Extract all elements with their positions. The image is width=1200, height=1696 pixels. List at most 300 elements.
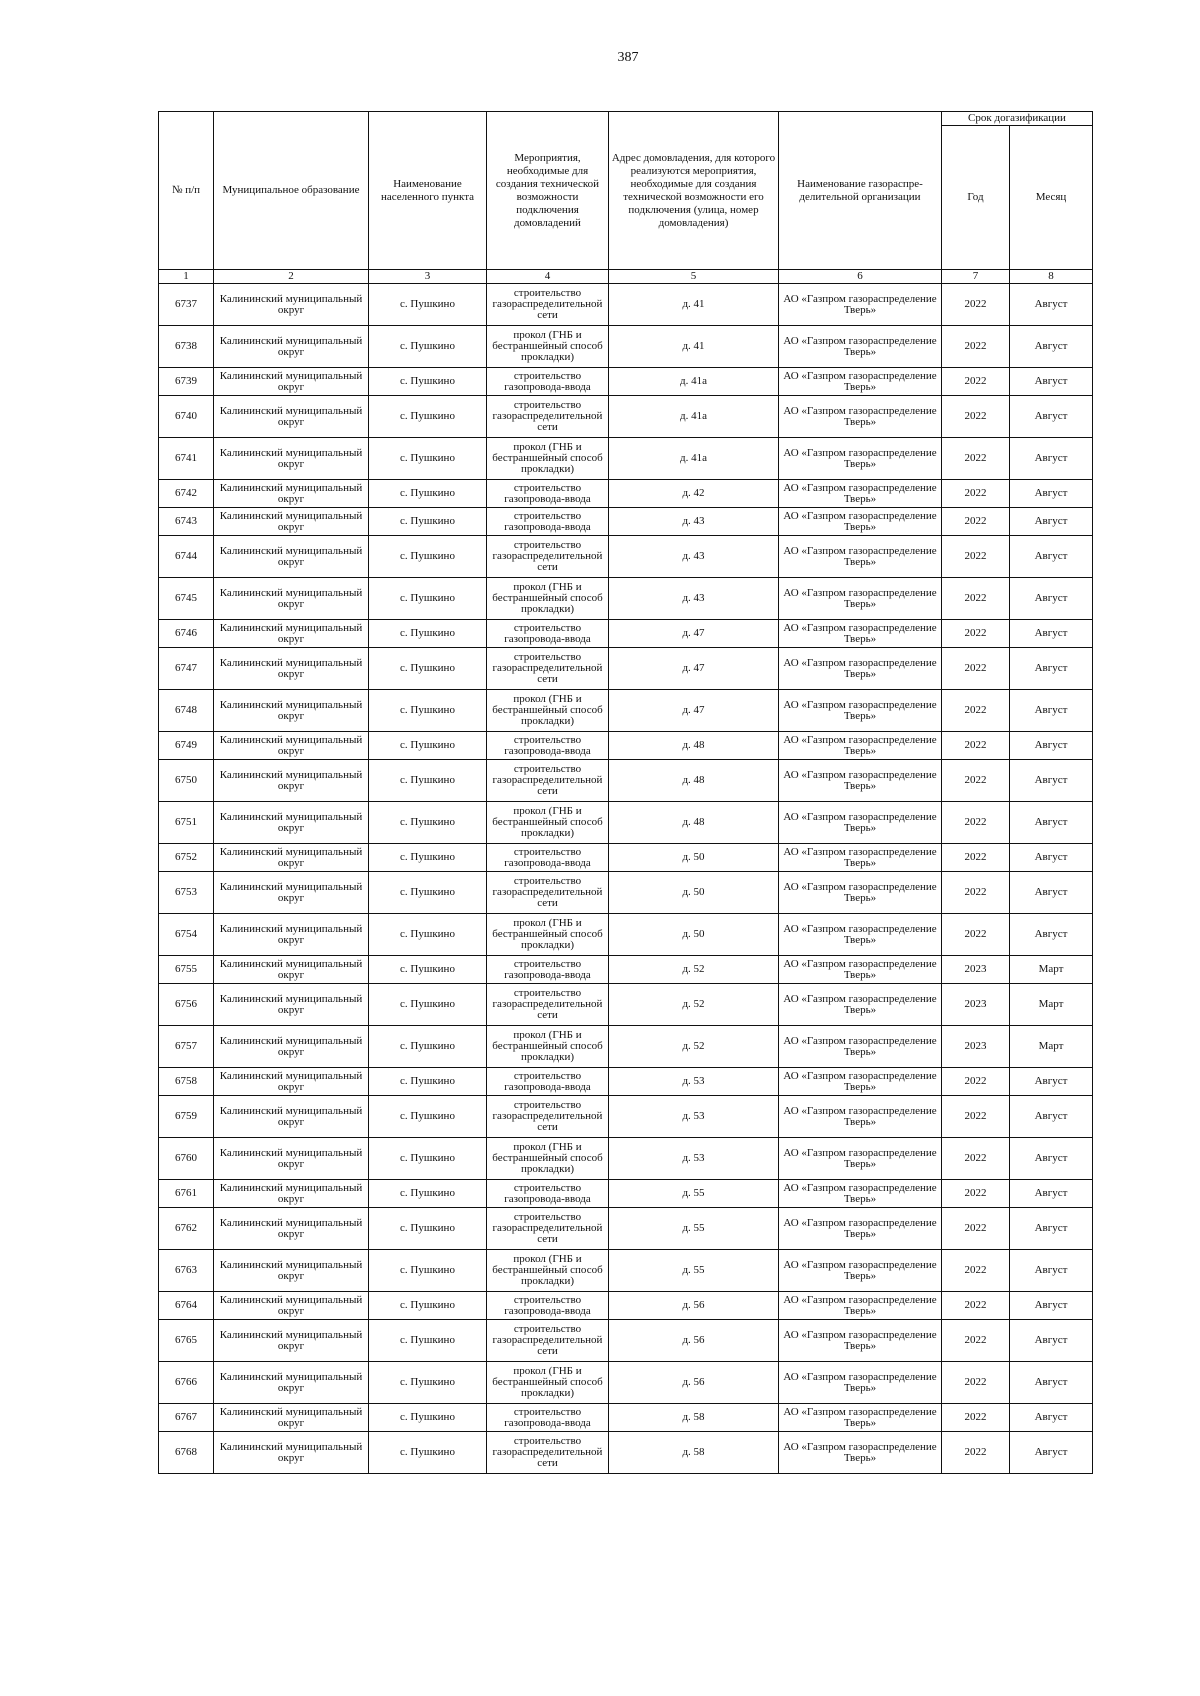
cell-year: 2022 (942, 508, 1010, 536)
cell-activity: строительство газораспределительной сети (487, 1432, 609, 1474)
cell-municipality: Калининский муниципальный округ (214, 648, 369, 690)
cell-number: 6766 (159, 1362, 214, 1404)
cell-year: 2022 (942, 1180, 1010, 1208)
cell-year: 2022 (942, 1292, 1010, 1320)
cell-municipality: Калининский муниципальный округ (214, 1096, 369, 1138)
cell-number: 6757 (159, 1026, 214, 1068)
cell-number: 6758 (159, 1068, 214, 1096)
cell-activity: прокол (ГНБ и бестраншейный способ прокладки) (487, 326, 609, 368)
cell-municipality: Калининский муниципальный округ (214, 1250, 369, 1292)
cell-address: д. 41а (609, 396, 779, 438)
cell-address: д. 48 (609, 732, 779, 760)
cell-year: 2022 (942, 1096, 1010, 1138)
cell-address: д. 58 (609, 1432, 779, 1474)
cell-month: Август (1010, 1432, 1093, 1474)
cell-activity: строительство газораспределительной сети (487, 648, 609, 690)
cell-number: 6746 (159, 620, 214, 648)
cell-municipality: Калининский муниципальный округ (214, 1068, 369, 1096)
cell-month: Август (1010, 760, 1093, 802)
cell-year: 2022 (942, 914, 1010, 956)
cell-address: д. 52 (609, 984, 779, 1026)
cell-year: 2022 (942, 480, 1010, 508)
cell-month: Август (1010, 732, 1093, 760)
table-row (159, 620, 1093, 648)
table-row (159, 1404, 1093, 1432)
cell-settlement: с. Пушкино (369, 1292, 487, 1320)
cell-address: д. 47 (609, 690, 779, 732)
column-number: 7 (942, 270, 1010, 284)
cell-number: 6765 (159, 1320, 214, 1362)
cell-month: Август (1010, 396, 1093, 438)
cell-number: 6740 (159, 396, 214, 438)
cell-settlement: с. Пушкино (369, 760, 487, 802)
cell-year: 2022 (942, 844, 1010, 872)
cell-settlement: с. Пушкино (369, 872, 487, 914)
cell-municipality: Калининский муниципальный округ (214, 802, 369, 844)
cell-year: 2022 (942, 1138, 1010, 1180)
cell-year: 2022 (942, 536, 1010, 578)
cell-organization: АО «Газпром газораспределение Тверь» (779, 1292, 942, 1320)
cell-address: д. 58 (609, 1404, 779, 1432)
cell-settlement: с. Пушкино (369, 844, 487, 872)
cell-activity: строительство газораспределительной сети (487, 872, 609, 914)
cell-address: д. 50 (609, 914, 779, 956)
cell-settlement: с. Пушкино (369, 326, 487, 368)
cell-organization: АО «Газпром газораспределение Тверь» (779, 984, 942, 1026)
cell-year: 2022 (942, 648, 1010, 690)
cell-organization: АО «Газпром газораспределение Тверь» (779, 480, 942, 508)
cell-municipality: Калининский муниципальный округ (214, 1292, 369, 1320)
cell-number: 6755 (159, 956, 214, 984)
table-row (159, 1096, 1093, 1138)
cell-activity: строительство газопровода-ввода (487, 844, 609, 872)
cell-month: Август (1010, 368, 1093, 396)
cell-year: 2022 (942, 396, 1010, 438)
cell-month: Август (1010, 620, 1093, 648)
header-municipality: Муниципальное образование (214, 112, 369, 270)
cell-address: д. 50 (609, 872, 779, 914)
cell-year: 2022 (942, 438, 1010, 480)
cell-address: д. 53 (609, 1096, 779, 1138)
column-number: 4 (487, 270, 609, 284)
cell-address: д. 43 (609, 508, 779, 536)
table-row (159, 438, 1093, 480)
table-row (159, 914, 1093, 956)
cell-activity: строительство газораспределительной сети (487, 984, 609, 1026)
cell-number: 6762 (159, 1208, 214, 1250)
cell-municipality: Калининский муниципальный округ (214, 984, 369, 1026)
table-row (159, 1362, 1093, 1404)
table-row (159, 732, 1093, 760)
cell-address: д. 55 (609, 1250, 779, 1292)
table-row (159, 802, 1093, 844)
cell-municipality: Калининский муниципальный округ (214, 1320, 369, 1362)
cell-organization: АО «Газпром газораспределение Тверь» (779, 1208, 942, 1250)
cell-organization: АО «Газпром газораспределение Тверь» (779, 1026, 942, 1068)
cell-municipality: Калининский муниципальный округ (214, 396, 369, 438)
column-number: 6 (779, 270, 942, 284)
table-row (159, 760, 1093, 802)
cell-settlement: с. Пушкино (369, 648, 487, 690)
cell-number: 6739 (159, 368, 214, 396)
cell-address: д. 55 (609, 1180, 779, 1208)
cell-number: 6742 (159, 480, 214, 508)
cell-year: 2022 (942, 1208, 1010, 1250)
cell-month: Март (1010, 984, 1093, 1026)
cell-activity: прокол (ГНБ и бестраншейный способ прокладки) (487, 914, 609, 956)
cell-address: д. 41 (609, 284, 779, 326)
cell-settlement: с. Пушкино (369, 1096, 487, 1138)
cell-address: д. 42 (609, 480, 779, 508)
cell-activity: прокол (ГНБ и бестраншейный способ прокладки) (487, 1362, 609, 1404)
cell-number: 6767 (159, 1404, 214, 1432)
cell-municipality: Калининский муниципальный округ (214, 1138, 369, 1180)
table-row (159, 1068, 1093, 1096)
cell-settlement: с. Пушкино (369, 536, 487, 578)
header-organization: Наименование газораспре-делительной организации (779, 112, 942, 270)
cell-address: д. 56 (609, 1292, 779, 1320)
cell-number: 6764 (159, 1292, 214, 1320)
table-row (159, 508, 1093, 536)
cell-organization: АО «Газпром газораспределение Тверь» (779, 1250, 942, 1292)
cell-year: 2022 (942, 760, 1010, 802)
cell-organization: АО «Газпром газораспределение Тверь» (779, 1138, 942, 1180)
cell-number: 6745 (159, 578, 214, 620)
cell-month: Август (1010, 578, 1093, 620)
cell-activity: строительство газораспределительной сети (487, 1208, 609, 1250)
cell-municipality: Калининский муниципальный округ (214, 844, 369, 872)
cell-month: Август (1010, 690, 1093, 732)
cell-organization: АО «Газпром газораспределение Тверь» (779, 732, 942, 760)
column-number: 8 (1010, 270, 1093, 284)
cell-number: 6750 (159, 760, 214, 802)
cell-organization: АО «Газпром газораспределение Тверь» (779, 368, 942, 396)
cell-municipality: Калининский муниципальный округ (214, 732, 369, 760)
table-row (159, 284, 1093, 326)
table-row (159, 326, 1093, 368)
cell-activity: прокол (ГНБ и бестраншейный способ прокладки) (487, 802, 609, 844)
cell-number: 6753 (159, 872, 214, 914)
cell-settlement: с. Пушкино (369, 1068, 487, 1096)
cell-municipality: Калининский муниципальный округ (214, 914, 369, 956)
cell-settlement: с. Пушкино (369, 368, 487, 396)
cell-activity: строительство газопровода-ввода (487, 1292, 609, 1320)
cell-address: д. 56 (609, 1362, 779, 1404)
cell-activity: строительство газораспределительной сети (487, 1320, 609, 1362)
cell-month: Август (1010, 284, 1093, 326)
cell-address: д. 50 (609, 844, 779, 872)
cell-municipality: Калининский муниципальный округ (214, 1404, 369, 1432)
cell-settlement: с. Пушкино (369, 1180, 487, 1208)
column-number: 3 (369, 270, 487, 284)
cell-month: Август (1010, 1320, 1093, 1362)
cell-month: Август (1010, 1068, 1093, 1096)
cell-month: Март (1010, 1026, 1093, 1068)
cell-organization: АО «Газпром газораспределение Тверь» (779, 1362, 942, 1404)
cell-month: Август (1010, 1180, 1093, 1208)
cell-address: д. 48 (609, 802, 779, 844)
cell-settlement: с. Пушкино (369, 690, 487, 732)
cell-year: 2023 (942, 1026, 1010, 1068)
cell-year: 2022 (942, 1362, 1010, 1404)
cell-year: 2022 (942, 578, 1010, 620)
cell-organization: АО «Газпром газораспределение Тверь» (779, 1068, 942, 1096)
table-row (159, 578, 1093, 620)
cell-activity: прокол (ГНБ и бестраншейный способ прокладки) (487, 578, 609, 620)
cell-address: д. 41а (609, 368, 779, 396)
cell-activity: прокол (ГНБ и бестраншейный способ прокладки) (487, 690, 609, 732)
cell-organization: АО «Газпром газораспределение Тверь» (779, 760, 942, 802)
cell-month: Август (1010, 1404, 1093, 1432)
cell-year: 2023 (942, 956, 1010, 984)
cell-organization: АО «Газпром газораспределение Тверь» (779, 914, 942, 956)
table-body (159, 284, 1093, 1474)
header-address: Адрес домовладения, для которого реализуются мероприятия, необходимые для создания технической возможности его подключения (улица, номер домовладения) (609, 112, 779, 270)
header-number: № п/п (159, 112, 214, 270)
table-row (159, 1180, 1093, 1208)
cell-month: Август (1010, 802, 1093, 844)
cell-month: Март (1010, 956, 1093, 984)
cell-year: 2022 (942, 284, 1010, 326)
header-deadline-group: Срок догазификации (942, 112, 1093, 126)
cell-organization: АО «Газпром газораспределение Тверь» (779, 690, 942, 732)
cell-address: д. 55 (609, 1208, 779, 1250)
header-settlement: Наименование населенного пункта (369, 112, 487, 270)
cell-settlement: с. Пушкино (369, 1026, 487, 1068)
cell-number: 6744 (159, 536, 214, 578)
cell-organization: АО «Газпром газораспределение Тверь» (779, 802, 942, 844)
cell-municipality: Калининский муниципальный округ (214, 368, 369, 396)
column-number: 2 (214, 270, 369, 284)
cell-organization: АО «Газпром газораспределение Тверь» (779, 844, 942, 872)
cell-municipality: Калининский муниципальный округ (214, 1208, 369, 1250)
cell-year: 2022 (942, 802, 1010, 844)
cell-settlement: с. Пушкино (369, 1432, 487, 1474)
table-row (159, 1320, 1093, 1362)
cell-municipality: Калининский муниципальный округ (214, 480, 369, 508)
cell-month: Август (1010, 1362, 1093, 1404)
cell-number: 6737 (159, 284, 214, 326)
cell-year: 2022 (942, 1250, 1010, 1292)
cell-address: д. 47 (609, 620, 779, 648)
cell-address: д. 52 (609, 956, 779, 984)
cell-settlement: с. Пушкино (369, 1138, 487, 1180)
cell-number: 6743 (159, 508, 214, 536)
cell-number: 6768 (159, 1432, 214, 1474)
column-number-row (159, 270, 1093, 284)
cell-month: Август (1010, 1208, 1093, 1250)
cell-settlement: с. Пушкино (369, 1404, 487, 1432)
table-row (159, 1208, 1093, 1250)
cell-activity: строительство газораспределительной сети (487, 284, 609, 326)
cell-settlement: с. Пушкино (369, 914, 487, 956)
cell-settlement: с. Пушкино (369, 578, 487, 620)
cell-municipality: Калининский муниципальный округ (214, 872, 369, 914)
header-activity: Мероприятия, необходимые для создания технической возможности подключения домовладений (487, 112, 609, 270)
cell-municipality: Калининский муниципальный округ (214, 284, 369, 326)
cell-number: 6748 (159, 690, 214, 732)
cell-number: 6741 (159, 438, 214, 480)
cell-organization: АО «Газпром газораспределение Тверь» (779, 1180, 942, 1208)
cell-settlement: с. Пушкино (369, 438, 487, 480)
cell-organization: АО «Газпром газораспределение Тверь» (779, 1096, 942, 1138)
cell-municipality: Калининский муниципальный округ (214, 956, 369, 984)
cell-settlement: с. Пушкино (369, 1362, 487, 1404)
cell-municipality: Калининский муниципальный округ (214, 1362, 369, 1404)
table-row (159, 1138, 1093, 1180)
cell-organization: АО «Газпром газораспределение Тверь» (779, 536, 942, 578)
cell-month: Август (1010, 648, 1093, 690)
cell-activity: прокол (ГНБ и бестраншейный способ прокладки) (487, 1250, 609, 1292)
cell-month: Август (1010, 844, 1093, 872)
cell-activity: строительство газопровода-ввода (487, 620, 609, 648)
cell-organization: АО «Газпром газораспределение Тверь» (779, 508, 942, 536)
table-row (159, 1292, 1093, 1320)
cell-organization: АО «Газпром газораспределение Тверь» (779, 872, 942, 914)
cell-organization: АО «Газпром газораспределение Тверь» (779, 620, 942, 648)
table-row (159, 480, 1093, 508)
cell-municipality: Калининский муниципальный округ (214, 536, 369, 578)
cell-month: Август (1010, 536, 1093, 578)
cell-number: 6761 (159, 1180, 214, 1208)
cell-year: 2022 (942, 872, 1010, 914)
table-row (159, 956, 1093, 984)
cell-number: 6759 (159, 1096, 214, 1138)
cell-settlement: с. Пушкино (369, 1250, 487, 1292)
cell-year: 2022 (942, 1404, 1010, 1432)
cell-month: Август (1010, 1138, 1093, 1180)
header-month: Месяц (1010, 126, 1093, 270)
cell-activity: прокол (ГНБ и бестраншейный способ прокладки) (487, 1026, 609, 1068)
cell-year: 2022 (942, 732, 1010, 760)
cell-activity: строительство газораспределительной сети (487, 760, 609, 802)
table-row (159, 984, 1093, 1026)
cell-number: 6749 (159, 732, 214, 760)
cell-settlement: с. Пушкино (369, 1320, 487, 1362)
cell-activity: строительство газопровода-ввода (487, 1180, 609, 1208)
cell-year: 2022 (942, 1432, 1010, 1474)
cell-address: д. 53 (609, 1068, 779, 1096)
table-row (159, 1026, 1093, 1068)
cell-month: Август (1010, 438, 1093, 480)
cell-address: д. 43 (609, 578, 779, 620)
cell-settlement: с. Пушкино (369, 984, 487, 1026)
cell-municipality: Калининский муниципальный округ (214, 508, 369, 536)
cell-year: 2022 (942, 690, 1010, 732)
cell-municipality: Калининский муниципальный округ (214, 1180, 369, 1208)
cell-activity: прокол (ГНБ и бестраншейный способ прокладки) (487, 438, 609, 480)
cell-organization: АО «Газпром газораспределение Тверь» (779, 284, 942, 326)
cell-number: 6756 (159, 984, 214, 1026)
page-number: 387 (617, 50, 639, 65)
column-number: 1 (159, 270, 214, 284)
cell-number: 6763 (159, 1250, 214, 1292)
cell-settlement: с. Пушкино (369, 480, 487, 508)
cell-organization: АО «Газпром газораспределение Тверь» (779, 578, 942, 620)
cell-year: 2023 (942, 984, 1010, 1026)
cell-activity: строительство газопровода-ввода (487, 368, 609, 396)
cell-year: 2022 (942, 368, 1010, 396)
cell-address: д. 48 (609, 760, 779, 802)
table-row (159, 1432, 1093, 1474)
cell-municipality: Калининский муниципальный округ (214, 1432, 369, 1474)
table-row (159, 648, 1093, 690)
header-year: Год (942, 126, 1010, 270)
cell-activity: строительство газораспределительной сети (487, 536, 609, 578)
cell-activity: строительство газораспределительной сети (487, 1096, 609, 1138)
cell-number: 6747 (159, 648, 214, 690)
cell-municipality: Калининский муниципальный округ (214, 326, 369, 368)
cell-address: д. 53 (609, 1138, 779, 1180)
cell-address: д. 43 (609, 536, 779, 578)
cell-number: 6751 (159, 802, 214, 844)
cell-settlement: с. Пушкино (369, 732, 487, 760)
cell-activity: строительство газопровода-ввода (487, 1068, 609, 1096)
cell-number: 6760 (159, 1138, 214, 1180)
cell-month: Август (1010, 1250, 1093, 1292)
cell-address: д. 52 (609, 1026, 779, 1068)
cell-month: Август (1010, 480, 1093, 508)
cell-activity: строительство газопровода-ввода (487, 1404, 609, 1432)
cell-activity: прокол (ГНБ и бестраншейный способ прокладки) (487, 1138, 609, 1180)
cell-month: Август (1010, 326, 1093, 368)
cell-organization: АО «Газпром газораспределение Тверь» (779, 1432, 942, 1474)
cell-organization: АО «Газпром газораспределение Тверь» (779, 648, 942, 690)
cell-activity: строительство газопровода-ввода (487, 480, 609, 508)
cell-settlement: с. Пушкино (369, 956, 487, 984)
cell-settlement: с. Пушкино (369, 1208, 487, 1250)
cell-month: Август (1010, 872, 1093, 914)
cell-organization: АО «Газпром газораспределение Тверь» (779, 396, 942, 438)
cell-activity: строительство газораспределительной сети (487, 396, 609, 438)
table-row (159, 1250, 1093, 1292)
cell-organization: АО «Газпром газораспределение Тверь» (779, 1320, 942, 1362)
cell-settlement: с. Пушкино (369, 396, 487, 438)
table-row (159, 844, 1093, 872)
cell-activity: строительство газопровода-ввода (487, 508, 609, 536)
cell-municipality: Калининский муниципальный округ (214, 438, 369, 480)
cell-year: 2022 (942, 326, 1010, 368)
cell-address: д. 47 (609, 648, 779, 690)
cell-settlement: с. Пушкино (369, 802, 487, 844)
table-row (159, 396, 1093, 438)
cell-municipality: Калининский муниципальный округ (214, 620, 369, 648)
cell-address: д. 41а (609, 438, 779, 480)
table-row (159, 536, 1093, 578)
column-number: 5 (609, 270, 779, 284)
cell-year: 2022 (942, 1320, 1010, 1362)
cell-municipality: Калининский муниципальный округ (214, 760, 369, 802)
cell-settlement: с. Пушкино (369, 508, 487, 536)
table-row (159, 368, 1093, 396)
cell-organization: АО «Газпром газораспределение Тверь» (779, 956, 942, 984)
cell-month: Август (1010, 914, 1093, 956)
cell-activity: строительство газопровода-ввода (487, 956, 609, 984)
cell-municipality: Калининский муниципальный округ (214, 690, 369, 732)
cell-number: 6752 (159, 844, 214, 872)
cell-organization: АО «Газпром газораспределение Тверь» (779, 438, 942, 480)
cell-municipality: Калининский муниципальный округ (214, 578, 369, 620)
cell-month: Август (1010, 1292, 1093, 1320)
cell-year: 2022 (942, 620, 1010, 648)
cell-month: Август (1010, 1096, 1093, 1138)
cell-settlement: с. Пушкино (369, 620, 487, 648)
table-row (159, 872, 1093, 914)
cell-number: 6754 (159, 914, 214, 956)
cell-activity: строительство газопровода-ввода (487, 732, 609, 760)
cell-organization: АО «Газпром газораспределение Тверь» (779, 326, 942, 368)
cell-address: д. 56 (609, 1320, 779, 1362)
